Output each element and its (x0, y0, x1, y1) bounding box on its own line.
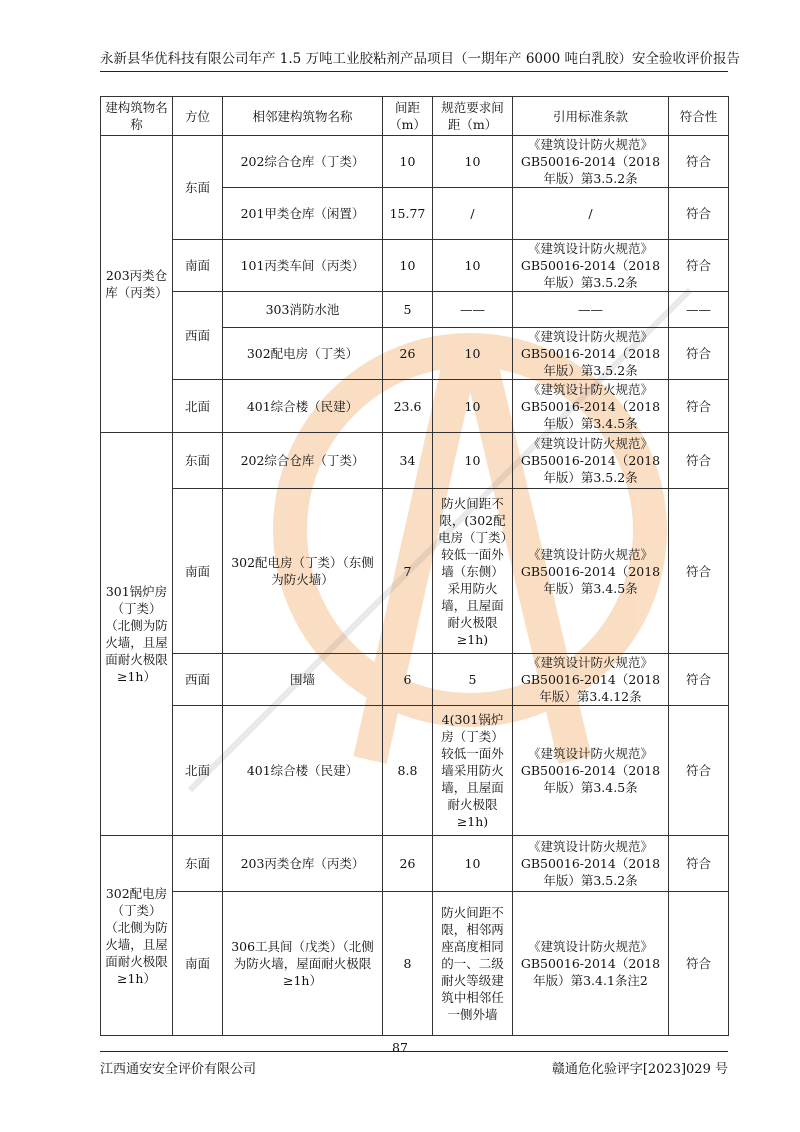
footer-document-number: 赣通危化验评字[2023]029 号 (551, 1062, 728, 1077)
distance-cell: 15.77 (383, 188, 433, 240)
required-cell: 10 (433, 240, 513, 292)
table-header-row (101, 97, 729, 136)
required-cell: / (433, 188, 513, 240)
adjacent-cell: 306工具间（戊类）（北侧为防火墙，屋面耐火极限≥1h） (223, 892, 383, 1036)
distance-cell: 8.8 (383, 706, 433, 836)
distance-cell: 26 (383, 328, 433, 380)
table-row (101, 433, 729, 489)
footer-company: 江西通安安全评价有限公司 (100, 1062, 257, 1077)
table-row (101, 240, 729, 292)
required-cell: 10 (433, 836, 513, 892)
distance-cell: 8 (383, 892, 433, 1036)
compliance-cell: 符合 (669, 240, 729, 292)
direction-cell: 南面 (173, 489, 223, 654)
required-cell: 5 (433, 654, 513, 706)
adjacent-cell: 101丙类车间（丙类） (223, 240, 383, 292)
standard-cell: 《建筑设计防火规范》GB50016-2014（2018年版）第3.4.1条注2 (513, 892, 669, 1036)
standard-cell: 《建筑设计防火规范》GB50016-2014（2018年版）第3.4.5条 (513, 489, 669, 654)
compliance-cell: 符合 (669, 836, 729, 892)
page-number: 87 (392, 1040, 408, 1055)
distance-cell: 10 (383, 136, 433, 188)
building-name-cell: 301锅炉房（丁类）（北侧为防火墙，且屋面耐火极限≥1h） (101, 433, 173, 836)
report-title: 永新县华优科技有限公司年产 1.5 万吨工业胶粘剂产品项目（一期年产 6000 吨白乳胶）安全验收评价报告 (100, 51, 740, 67)
adjacent-cell: 201甲类仓库（闲置） (223, 188, 383, 240)
adjacent-cell: 302配电房（丁类）（东侧为防火墙） (223, 489, 383, 654)
compliance-cell: —— (669, 292, 729, 328)
fire-separation-table (100, 96, 729, 1036)
compliance-cell: 符合 (669, 380, 729, 433)
table-row (101, 380, 729, 433)
standard-cell: 《建筑设计防火规范》GB50016-2014（2018年版）第3.4.5条 (513, 706, 669, 836)
adjacent-cell: 401综合楼（民建） (223, 706, 383, 836)
distance-cell: 7 (383, 489, 433, 654)
compliance-cell: 符合 (669, 328, 729, 380)
table-row (101, 836, 729, 892)
direction-cell: 北面 (173, 706, 223, 836)
table-row (101, 654, 729, 706)
distance-cell: 34 (383, 433, 433, 489)
adjacent-cell: 围墙 (223, 654, 383, 706)
direction-cell: 东面 (173, 836, 223, 892)
required-cell: 10 (433, 380, 513, 433)
table-row (101, 292, 729, 328)
col-header-distance: 间距（m） (383, 97, 433, 136)
col-header-direction: 方位 (173, 97, 223, 136)
adjacent-cell: 401综合楼（民建） (223, 380, 383, 433)
standard-cell: 《建筑设计防火规范》GB50016-2014（2018年版）第3.5.2条 (513, 136, 669, 188)
compliance-cell: 符合 (669, 489, 729, 654)
adjacent-cell: 202综合仓库（丁类） (223, 433, 383, 489)
required-cell: 防火间距不限，(302配电房（丁类）较低一面外墙（东侧）采用防火墙，且屋面耐火极限≥1h) (433, 489, 513, 654)
direction-cell: 北面 (173, 380, 223, 433)
standard-cell: 《建筑设计防火规范》GB50016-2014（2018年版）第3.4.12条 (513, 654, 669, 706)
standard-cell: 《建筑设计防火规范》GB50016-2014（2018年版）第3.5.2条 (513, 328, 669, 380)
required-cell: 10 (433, 136, 513, 188)
compliance-cell: 符合 (669, 654, 729, 706)
direction-cell: 南面 (173, 892, 223, 1036)
distance-cell: 6 (383, 654, 433, 706)
required-cell: 10 (433, 328, 513, 380)
standard-cell: 《建筑设计防火规范》GB50016-2014（2018年版）第3.5.2条 (513, 240, 669, 292)
distance-cell: 26 (383, 836, 433, 892)
distance-cell: 10 (383, 240, 433, 292)
required-cell: 10 (433, 433, 513, 489)
adjacent-cell: 303消防水池 (223, 292, 383, 328)
direction-cell: 东面 (173, 433, 223, 489)
direction-cell: 东面 (173, 136, 223, 240)
compliance-cell: 符合 (669, 433, 729, 489)
standard-cell: 《建筑设计防火规范》GB50016-2014（2018年版）第3.5.2条 (513, 433, 669, 489)
table-row (101, 706, 729, 836)
table-row (101, 892, 729, 1036)
building-name-cell: 302配电房（丁类）（北侧为防火墙，且屋面耐火极限≥1h） (101, 836, 173, 1036)
required-cell: 4(301锅炉房（丁类）较低一面外墙采用防火墙，且屋面耐火极限≥1h) (433, 706, 513, 836)
report-header (100, 47, 740, 72)
compliance-cell: 符合 (669, 892, 729, 1036)
compliance-cell: 符合 (669, 706, 729, 836)
adjacent-cell: 302配电房（丁类） (223, 328, 383, 380)
table-row (101, 136, 729, 188)
col-header-required: 规范要求间距（m） (433, 97, 513, 136)
direction-cell: 西面 (173, 292, 223, 380)
report-footer (100, 1051, 728, 1077)
col-header-building: 建构筑物名称 (101, 97, 173, 136)
standard-cell: 《建筑设计防火规范》GB50016-2014（2018年版）第3.5.2条 (513, 836, 669, 892)
compliance-cell: 符合 (669, 136, 729, 188)
distance-cell: 23.6 (383, 380, 433, 433)
required-cell: 防火间距不限，相邻两座高度相同的一、二级耐火等级建筑中相邻任一侧外墙 (433, 892, 513, 1036)
table-row (101, 489, 729, 654)
col-header-standard: 引用标准条款 (513, 97, 669, 136)
col-header-adjacent: 相邻建构筑物名称 (223, 97, 383, 136)
standard-cell: 《建筑设计防火规范》GB50016-2014（2018年版）第3.4.5条 (513, 380, 669, 433)
distance-cell: 5 (383, 292, 433, 328)
adjacent-cell: 202综合仓库（丁类） (223, 136, 383, 188)
required-cell: —— (433, 292, 513, 328)
standard-cell: —— (513, 292, 669, 328)
standard-cell: / (513, 188, 669, 240)
adjacent-cell: 203丙类仓库（丙类） (223, 836, 383, 892)
building-name-cell: 203丙类仓库（丙类） (101, 136, 173, 433)
direction-cell: 南面 (173, 240, 223, 292)
compliance-cell: 符合 (669, 188, 729, 240)
col-header-compliance: 符合性 (669, 97, 729, 136)
direction-cell: 西面 (173, 654, 223, 706)
